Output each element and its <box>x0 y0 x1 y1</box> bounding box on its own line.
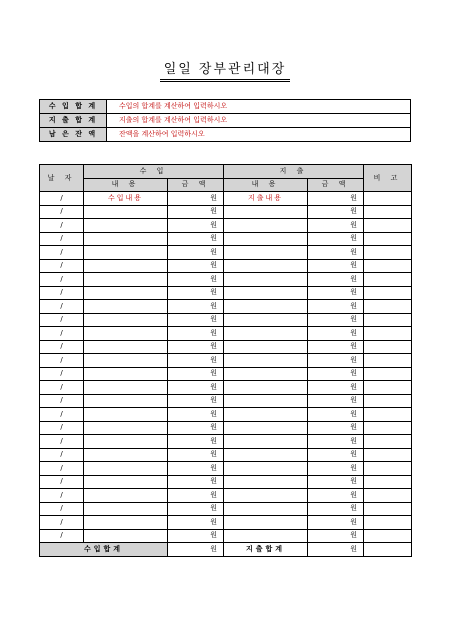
date-cell[interactable]: / <box>40 394 84 408</box>
note-cell[interactable] <box>364 259 412 273</box>
expense-amount-cell[interactable]: 원 <box>308 286 364 300</box>
ledger-row <box>40 205 412 219</box>
note-cell[interactable] <box>364 286 412 300</box>
ledger-row <box>40 448 412 462</box>
expense-amount-cell[interactable]: 원 <box>308 205 364 219</box>
summary-row <box>40 100 411 114</box>
income-amount-cell[interactable]: 원 <box>168 327 224 341</box>
expense-amount-cell[interactable]: 원 <box>308 394 364 408</box>
page-title <box>0 58 450 82</box>
summary-value[interactable]: 잔액을 계산하여 입력하시오 <box>107 128 411 142</box>
expense-amount-cell[interactable]: 원 <box>308 529 364 543</box>
summary-row <box>40 114 411 128</box>
income-content-cell[interactable] <box>84 273 168 287</box>
income-content-cell[interactable] <box>84 354 168 368</box>
expense-amount-cell[interactable]: 원 <box>308 273 364 287</box>
summary-label: 수 입 합 계 <box>40 100 107 114</box>
income-content-cell[interactable] <box>84 502 168 516</box>
income-content-cell[interactable]: 수입내용 <box>84 192 168 206</box>
expense-content-header: 내 용 <box>224 178 308 192</box>
date-header: 날 자 <box>40 165 84 192</box>
expense-amount-cell[interactable]: 원 <box>308 259 364 273</box>
income-content-cell[interactable] <box>84 408 168 422</box>
ledger-row <box>40 300 412 314</box>
note-cell[interactable] <box>364 516 412 530</box>
income-content-cell[interactable] <box>84 381 168 395</box>
income-amount-cell[interactable]: 원 <box>168 448 224 462</box>
ledger-row <box>40 219 412 233</box>
summary-table <box>39 99 411 142</box>
expense-amount-cell[interactable]: 원 <box>308 313 364 327</box>
expense-content-cell[interactable] <box>224 408 308 422</box>
ledger-header-row <box>40 165 412 179</box>
note-cell[interactable] <box>364 313 412 327</box>
note-header: 비 고 <box>364 165 412 192</box>
note-cell[interactable] <box>364 192 412 206</box>
income-total-label: 수입합계 <box>40 543 168 557</box>
expense-amount-cell[interactable]: 원 <box>308 489 364 503</box>
date-cell[interactable]: / <box>40 462 84 476</box>
income-amount-cell[interactable]: 원 <box>168 192 224 206</box>
date-cell[interactable]: / <box>40 259 84 273</box>
date-cell[interactable]: / <box>40 327 84 341</box>
expense-amount-cell[interactable]: 원 <box>308 300 364 314</box>
ledger-row <box>40 246 412 260</box>
expense-content-cell[interactable] <box>224 489 308 503</box>
income-amount-cell[interactable]: 원 <box>168 367 224 381</box>
income-amount-header: 금 액 <box>168 178 224 192</box>
expense-amount-cell[interactable]: 원 <box>308 448 364 462</box>
ledger-row <box>40 529 412 543</box>
expense-content-cell[interactable] <box>224 462 308 476</box>
income-amount-cell[interactable]: 원 <box>168 408 224 422</box>
date-cell[interactable]: / <box>40 367 84 381</box>
income-amount-cell[interactable]: 원 <box>168 489 224 503</box>
expense-amount-cell[interactable]: 원 <box>308 462 364 476</box>
income-content-cell[interactable] <box>84 232 168 246</box>
income-amount-cell[interactable]: 원 <box>168 516 224 530</box>
expense-amount-cell[interactable]: 원 <box>308 327 364 341</box>
ledger-row <box>40 435 412 449</box>
date-cell[interactable]: / <box>40 273 84 287</box>
ledger-row <box>40 394 412 408</box>
date-cell[interactable]: / <box>40 435 84 449</box>
income-amount-cell[interactable]: 원 <box>168 354 224 368</box>
note-cell[interactable] <box>364 462 412 476</box>
ledger-row <box>40 273 412 287</box>
expense-content-cell[interactable] <box>224 394 308 408</box>
income-amount-cell[interactable]: 원 <box>168 300 224 314</box>
expense-content-cell[interactable] <box>224 232 308 246</box>
note-cell[interactable] <box>364 219 412 233</box>
note-cell[interactable] <box>364 408 412 422</box>
expense-amount-cell[interactable]: 원 <box>308 219 364 233</box>
ledger-footer-row <box>40 543 412 557</box>
income-amount-cell[interactable]: 원 <box>168 205 224 219</box>
income-content-header: 내 용 <box>84 178 168 192</box>
income-content-cell[interactable] <box>84 327 168 341</box>
expense-content-cell[interactable] <box>224 516 308 530</box>
note-cell[interactable] <box>364 489 412 503</box>
ledger-row <box>40 259 412 273</box>
expense-content-cell[interactable] <box>224 205 308 219</box>
note-cell[interactable] <box>364 502 412 516</box>
expense-amount-cell[interactable]: 원 <box>308 340 364 354</box>
note-cell[interactable] <box>364 327 412 341</box>
income-header: 수 입 <box>84 165 224 179</box>
ledger-row <box>40 408 412 422</box>
date-cell[interactable]: / <box>40 381 84 395</box>
ledger-row <box>40 313 412 327</box>
date-cell[interactable]: / <box>40 219 84 233</box>
expense-amount-cell[interactable]: 원 <box>308 421 364 435</box>
expense-content-cell[interactable] <box>224 327 308 341</box>
expense-content-cell[interactable] <box>224 381 308 395</box>
expense-amount-cell[interactable]: 원 <box>308 408 364 422</box>
expense-content-cell[interactable] <box>224 219 308 233</box>
income-amount-cell[interactable]: 원 <box>168 381 224 395</box>
ledger-row <box>40 286 412 300</box>
expense-content-cell[interactable] <box>224 475 308 489</box>
income-content-cell[interactable] <box>84 475 168 489</box>
income-amount-cell[interactable]: 원 <box>168 340 224 354</box>
income-content-cell[interactable] <box>84 367 168 381</box>
expense-content-cell[interactable] <box>224 367 308 381</box>
expense-amount-cell[interactable]: 원 <box>308 354 364 368</box>
expense-content-cell[interactable] <box>224 340 308 354</box>
date-cell[interactable]: / <box>40 313 84 327</box>
income-content-cell[interactable] <box>84 205 168 219</box>
ledger-row <box>40 354 412 368</box>
note-cell[interactable] <box>364 232 412 246</box>
expense-content-cell[interactable] <box>224 354 308 368</box>
income-content-cell[interactable] <box>84 300 168 314</box>
ledger-row <box>40 516 412 530</box>
ledger-row <box>40 381 412 395</box>
expense-amount-cell[interactable]: 원 <box>308 367 364 381</box>
summary-label: 지 출 합 계 <box>40 114 107 128</box>
date-cell[interactable]: / <box>40 205 84 219</box>
income-amount-cell[interactable]: 원 <box>168 246 224 260</box>
note-cell[interactable] <box>364 300 412 314</box>
expense-content-cell[interactable] <box>224 259 308 273</box>
expense-amount-cell[interactable]: 원 <box>308 381 364 395</box>
date-cell[interactable]: / <box>40 529 84 543</box>
expense-amount-header: 금 액 <box>308 178 364 192</box>
expense-amount-cell[interactable]: 원 <box>308 435 364 449</box>
date-cell[interactable]: / <box>40 489 84 503</box>
ledger-row <box>40 502 412 516</box>
date-cell[interactable]: / <box>40 286 84 300</box>
income-content-cell[interactable] <box>84 313 168 327</box>
income-content-cell[interactable] <box>84 462 168 476</box>
expense-content-cell[interactable] <box>224 273 308 287</box>
date-cell[interactable]: / <box>40 192 84 206</box>
date-cell[interactable]: / <box>40 502 84 516</box>
expense-total-label: 지출합계 <box>224 543 308 557</box>
summary-value[interactable]: 수입의 합계를 계산하여 입력하시오 <box>107 100 411 114</box>
income-total-amount[interactable]: 원 <box>168 543 224 557</box>
footer-note-cell[interactable] <box>364 543 412 557</box>
ledger-row <box>40 367 412 381</box>
date-cell[interactable]: / <box>40 408 84 422</box>
expense-amount-cell[interactable]: 원 <box>308 475 364 489</box>
note-cell[interactable] <box>364 246 412 260</box>
date-cell[interactable]: / <box>40 246 84 260</box>
ledger-row <box>40 192 412 206</box>
date-cell[interactable]: / <box>40 516 84 530</box>
ledger-row <box>40 340 412 354</box>
income-amount-cell[interactable]: 원 <box>168 502 224 516</box>
income-content-cell[interactable] <box>84 286 168 300</box>
income-amount-cell[interactable]: 원 <box>168 259 224 273</box>
income-amount-cell[interactable]: 원 <box>168 435 224 449</box>
expense-content-cell[interactable] <box>224 300 308 314</box>
income-content-cell[interactable] <box>84 219 168 233</box>
date-cell[interactable]: / <box>40 340 84 354</box>
ledger-subheader-row <box>40 178 412 192</box>
income-amount-cell[interactable]: 원 <box>168 475 224 489</box>
ledger-table <box>39 164 412 557</box>
expense-amount-cell[interactable]: 원 <box>308 232 364 246</box>
page-title-text: 일일 장부관리대장 <box>160 58 291 82</box>
income-content-cell[interactable] <box>84 259 168 273</box>
date-cell[interactable]: / <box>40 448 84 462</box>
note-cell[interactable] <box>364 448 412 462</box>
date-cell[interactable]: / <box>40 300 84 314</box>
expense-content-cell[interactable] <box>224 313 308 327</box>
income-content-cell[interactable] <box>84 394 168 408</box>
date-cell[interactable]: / <box>40 232 84 246</box>
ledger-row <box>40 327 412 341</box>
income-amount-cell[interactable]: 원 <box>168 394 224 408</box>
expense-content-cell[interactable] <box>224 246 308 260</box>
note-cell[interactable] <box>364 475 412 489</box>
expense-content-cell[interactable] <box>224 448 308 462</box>
ledger-row <box>40 232 412 246</box>
income-amount-cell[interactable]: 원 <box>168 232 224 246</box>
income-amount-cell[interactable]: 원 <box>168 421 224 435</box>
income-amount-cell[interactable]: 원 <box>168 219 224 233</box>
expense-amount-cell[interactable]: 원 <box>308 516 364 530</box>
note-cell[interactable] <box>364 381 412 395</box>
expense-content-cell[interactable] <box>224 435 308 449</box>
income-content-cell[interactable] <box>84 340 168 354</box>
note-cell[interactable] <box>364 367 412 381</box>
expense-amount-cell[interactable]: 원 <box>308 192 364 206</box>
income-amount-cell[interactable]: 원 <box>168 286 224 300</box>
note-cell[interactable] <box>364 394 412 408</box>
ledger-row <box>40 462 412 476</box>
date-cell[interactable]: / <box>40 475 84 489</box>
income-content-cell[interactable] <box>84 489 168 503</box>
expense-content-cell[interactable] <box>224 529 308 543</box>
summary-value[interactable]: 지출의 합계를 계산하여 입력하시오 <box>107 114 411 128</box>
note-cell[interactable] <box>364 354 412 368</box>
expense-content-cell[interactable] <box>224 502 308 516</box>
note-cell[interactable] <box>364 273 412 287</box>
note-cell[interactable] <box>364 421 412 435</box>
note-cell[interactable] <box>364 205 412 219</box>
income-amount-cell[interactable]: 원 <box>168 462 224 476</box>
income-amount-cell[interactable]: 원 <box>168 529 224 543</box>
date-cell[interactable]: / <box>40 354 84 368</box>
ledger-row <box>40 421 412 435</box>
summary-label: 남 은 잔 액 <box>40 128 107 142</box>
ledger-row <box>40 489 412 503</box>
expense-content-cell[interactable] <box>224 421 308 435</box>
note-cell[interactable] <box>364 529 412 543</box>
ledger-row <box>40 475 412 489</box>
ledger-body <box>40 192 412 543</box>
income-content-cell[interactable] <box>84 516 168 530</box>
expense-header: 지 출 <box>224 165 364 179</box>
note-cell[interactable] <box>364 340 412 354</box>
income-content-cell[interactable] <box>84 435 168 449</box>
income-amount-cell[interactable]: 원 <box>168 273 224 287</box>
income-amount-cell[interactable]: 원 <box>168 313 224 327</box>
income-content-cell[interactable] <box>84 529 168 543</box>
date-cell[interactable]: / <box>40 421 84 435</box>
income-content-cell[interactable] <box>84 448 168 462</box>
summary-row <box>40 128 411 142</box>
income-content-cell[interactable] <box>84 246 168 260</box>
expense-amount-cell[interactable]: 원 <box>308 502 364 516</box>
note-cell[interactable] <box>364 435 412 449</box>
income-content-cell[interactable] <box>84 421 168 435</box>
expense-content-cell[interactable]: 지출내용 <box>224 192 308 206</box>
expense-amount-cell[interactable]: 원 <box>308 246 364 260</box>
expense-content-cell[interactable] <box>224 286 308 300</box>
expense-total-amount[interactable]: 원 <box>308 543 364 557</box>
